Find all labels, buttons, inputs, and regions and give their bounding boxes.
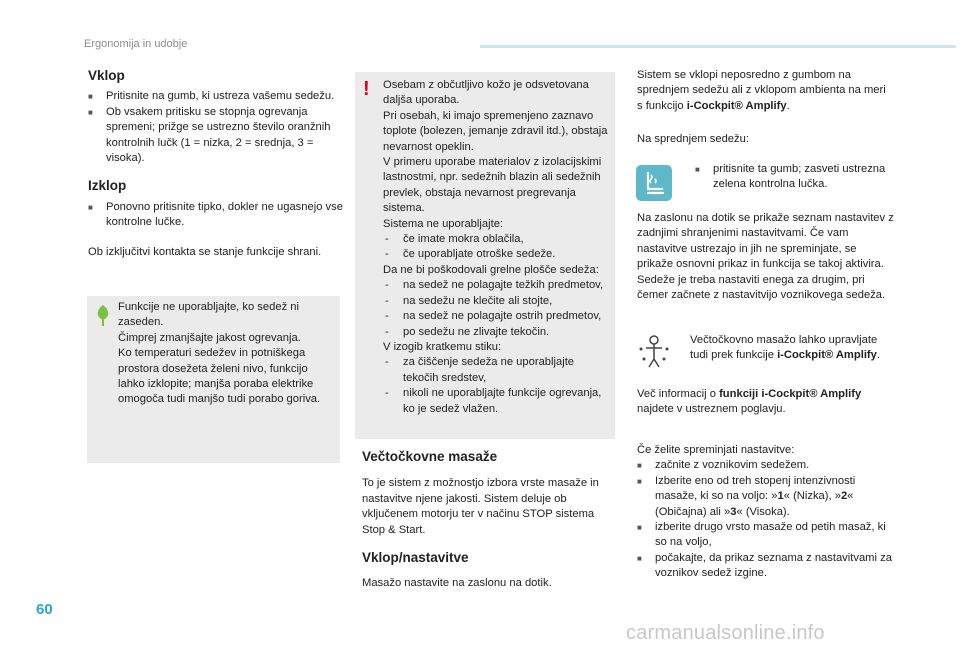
change-settings-block — [637, 443, 894, 582]
note-line: Ko temperaturi sedežev in potniškega prostora dosežeta želeni nivo, funkcijo lahko izklopite; manjša poraba elektrike omogoča tudi manjšo tudi porabo goriva. — [118, 347, 321, 406]
list-item: ■ Ob vsakem pritisku se stopnja ogrevanja spremeni; prižge se ustrezno število oranžnih kontrolnih lučk (1 = nizka, 2 = srednja, 3 = visoka). — [88, 105, 343, 167]
vklop-list — [88, 89, 343, 166]
icon-text — [690, 333, 890, 364]
text-part: « (Običajna) ali » — [655, 490, 854, 518]
change-intro: Če želite spreminjati nastavitve: — [637, 444, 795, 456]
list-item: ■ izberite drugo vrsto masaže od petih masaž, ki so na voljo, — [637, 520, 894, 551]
warning-paragraph: V izogib kratkemu stiku: — [383, 340, 502, 353]
list-item: - nikoli ne uporabljajte funkcije ogrevanja, ko je sedež vlažen. — [383, 386, 611, 417]
warning-paragraph: Sistema ne uporabljajte: — [383, 217, 504, 230]
watermark: carmanualsonline.info — [626, 622, 825, 644]
text-part: najdete v ustreznem poglavju. — [637, 403, 786, 416]
eco-note-box — [87, 296, 340, 463]
text-part: . — [876, 349, 880, 362]
list-item: - za čiščenje sedeža ne uporabljajte tekočih sredstev, — [383, 355, 611, 386]
warning-list — [383, 278, 611, 340]
list-item: - na sedež ne polagajte težkih predmetov, — [383, 278, 611, 293]
press-item-block — [695, 162, 895, 193]
warning-box — [355, 72, 615, 439]
settings-text: Masažo nastavite na zaslonu na dotik. — [362, 577, 552, 590]
massage-text: To je sistem z možnostjo izbora vrste masaže in nastavitve njene jakosti. Sistem deluje ob vključenem motorju ter v načinu STOP sistema Stop & Start. — [362, 477, 599, 536]
level-1: 1 — [777, 490, 784, 503]
section-title-izklop: Izklop — [88, 178, 127, 194]
screen-text: Na zaslonu na dotik se prikaže seznam nastavitev z zadnjimi shranjenimi nastavitvami. Če vam nastavitve ustrezajo in jih ne spreminjate, se prikaže osnovni prikaz in funkcija se takoj aktivira. Sedeže je treba nastaviti enega za drugim, pri čemer začnete z nastavitvijo voznikovega sedeža. — [637, 212, 894, 302]
intro-bold: i-Cockpit® Amplify — [686, 99, 787, 112]
intro-part: . — [786, 99, 790, 112]
list-item: - na sedež ne polagajte ostrih predmetov, — [383, 309, 611, 324]
intro-part: Sistem se vklopi neposredno z gumbom na sprednjem sedežu ali z vklopom ambienta na meri s funkcijo — [637, 69, 886, 112]
section-title-vklop: Vklop — [88, 68, 125, 83]
warning-paragraph: Da ne bi poškodovali grelne plošče sedeža: — [383, 263, 599, 276]
level-3: 3 — [730, 505, 737, 518]
more-info-block — [637, 387, 894, 418]
intro-text — [637, 68, 889, 114]
list-item: - če uporabljate otroške sedeže. — [383, 247, 611, 262]
note-line: Funkcije ne uporabljajte, ko sedež ni zaseden. — [118, 301, 299, 329]
izklop-list — [88, 200, 343, 231]
list-item: - na sedežu ne klečite ali stojte, — [383, 294, 611, 309]
section-title-settings: Vklop/nastavitve — [362, 550, 469, 566]
text-part: Večtočkovno masažo lahko upravljate tudi prek funkcije — [690, 334, 878, 362]
text-bold: funkciji i-Cockpit® Amplify — [719, 388, 862, 400]
seat-massage-button-icon — [636, 165, 672, 201]
izklop-note: Ob izključitvi kontakta se stanje funkcije shrani. — [88, 245, 322, 258]
list-item: ■ pritisnite ta gumb; zasveti ustrezna zelena kontrolna lučka. — [695, 162, 895, 193]
more-info-text — [637, 387, 894, 418]
text-bold: i-Cockpit® Amplify — [777, 349, 877, 362]
press-list — [695, 162, 895, 193]
list-item: ■ začnite z voznikovim sedežem. — [637, 458, 894, 473]
warning-paragraph: Osebam z občutljivo kožo je odsvetovana dalјša uporaba. — [383, 79, 589, 107]
note-line: Čimprej zmanjšajte jakost ogrevanja. — [118, 331, 301, 344]
column-2-lower — [362, 449, 614, 592]
warning-paragraph: Pri osebah, ki imajo spremenjeno zaznavo toplote (bolezen, jemanje zdravil itd.), obstaja nevarnost opeklin. — [383, 109, 608, 153]
text-part: Izberite eno od treh stopenj intenzivnosti masaže, ki so na voljo: » — [655, 474, 856, 503]
text-part: Več informacij o — [637, 388, 720, 400]
front-seat-label: Na sprednjem sedežu: — [637, 133, 749, 146]
warning-list — [383, 355, 611, 417]
page-number: 60 — [36, 601, 53, 618]
eco-note-text — [118, 300, 336, 408]
list-item: ■ počakajte, da prikaz seznama z nastavitvami za voznikov sedež izgine. — [637, 551, 894, 582]
column-3-intro — [637, 68, 889, 148]
text-part: « (Nizka), » — [783, 490, 841, 503]
column-1 — [88, 68, 343, 260]
level-2: 2 — [840, 490, 848, 503]
warning-paragraph: V primeru uporabe materialov z izolacijskimi lastnostmi, npr. sedežnih blazin ali sedežnih prevlek, obstaja nevarnost pregrevanja sistema. — [383, 156, 602, 215]
list-item: ■ Pritisnite na gumb, ki ustreza vašemu sedežu. — [88, 89, 343, 104]
list-item — [637, 474, 894, 520]
header-rule — [480, 45, 956, 48]
list-item: - po sedežu ne zlivajte tekočin. — [383, 325, 611, 340]
list-item: - če imate mokra oblačila, — [383, 232, 611, 247]
warning-list — [383, 232, 611, 263]
page-header-title: Ergonomija in udobje — [84, 38, 188, 50]
change-list — [637, 458, 894, 581]
list-item: ■ Ponovno pritisnite tipko, dokler ne ugasnejo vse kontrolne lučke. — [88, 200, 343, 231]
massage-person-icon — [636, 333, 672, 369]
screen-text-block — [637, 211, 894, 303]
section-title-massage: Večtočkovne masaže — [362, 449, 498, 464]
eco-leaf-icon — [95, 304, 111, 326]
warning-text — [383, 78, 611, 417]
icon-text-block — [690, 333, 890, 364]
text-part: « (Visoka). — [736, 505, 790, 518]
warning-icon: ! — [363, 78, 370, 100]
